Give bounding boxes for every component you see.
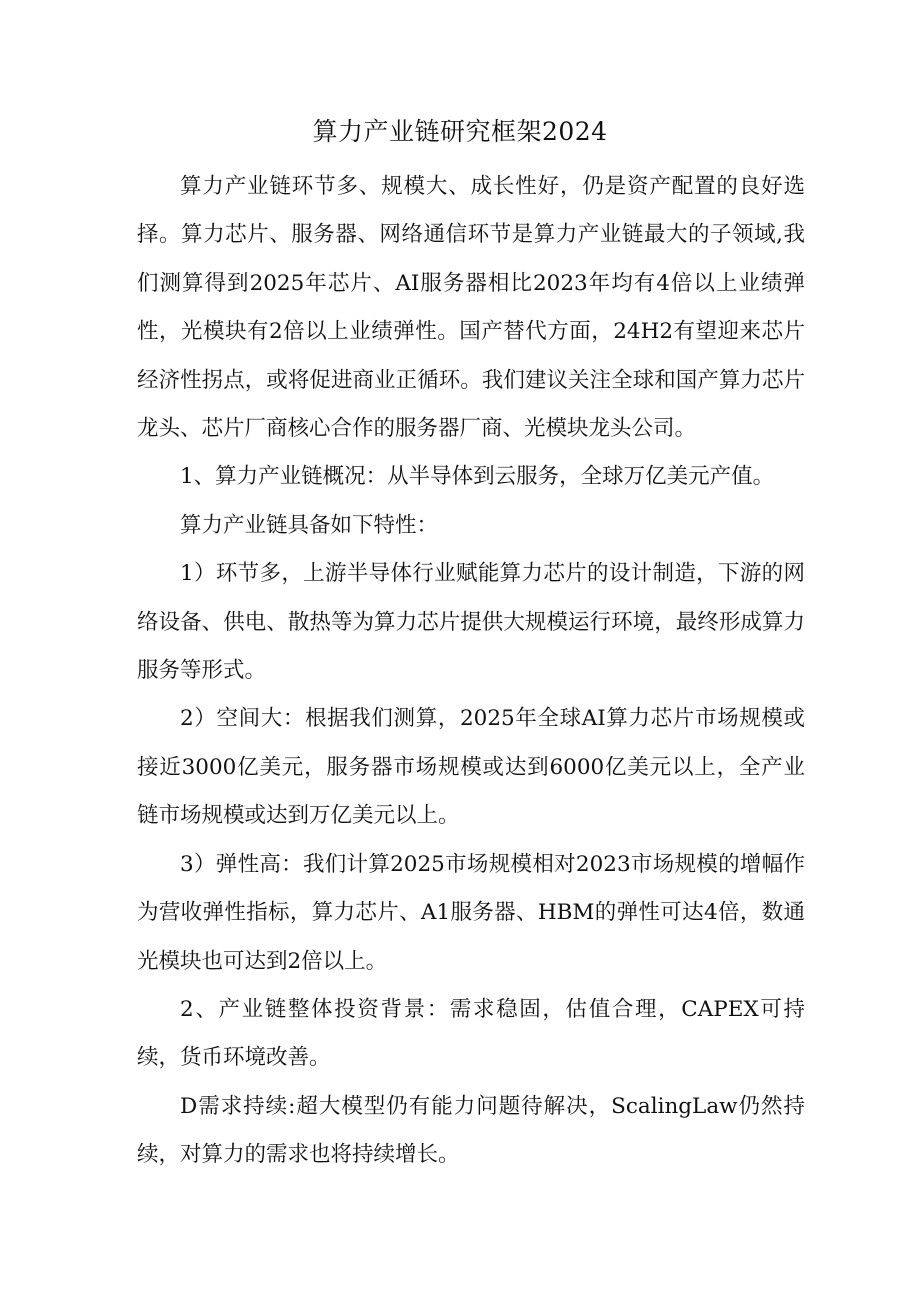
paragraph-characteristics-intro: 算力产业链具备如下特性： (180, 512, 439, 538)
paragraph-section-1-heading: 1、算力产业链概况：从半导体到云服务，全球万亿美元产值。 (180, 464, 775, 490)
paragraph-summary: 算力产业链环节多、规模大、成长性好，仍是资产配置的良好选择。算力芯片、服务器、网络通信环节是算力产业链最大的子领域,我们测算得到2025年芯片、AI服务器相比2023年均有4倍以上业绩弹性，光模块有2倍以上业绩弹性。国产替代方面，24H2有望迎来芯片经济性拐点，或将促进商业正循环。我们建议关注全球和国产算力芯片龙头、芯片厂商核心合作的服务器厂商、光模块龙头公司。 (137, 174, 805, 442)
paragraph-point-3: 3）弹性高：我们计算2025市场规模相对2023市场规模的增幅作为营收弹性指标，算力芯片、A1服务器、HBM的弹性可达4倍，数通光模块也可达到2倍以上。 (137, 851, 805, 974)
document-body (137, 163, 805, 1180)
paragraph-point-2: 2）空间大：根据我们测算，2025年全球AI算力芯片市场规模或接近3000亿美元，服务器市场规模或达到6000亿美元以上，全产业链市场规模或达到万亿美元以上。 (137, 706, 805, 829)
document-title: 算力产业链研究框架2024 (312, 117, 608, 146)
paragraph-point-1: 1）环节多，上游半导体行业赋能算力芯片的设计制造，下游的网络设备、供电、散热等为算力芯片提供大规模运行环境，最终形成算力服务等形式。 (137, 561, 805, 684)
paragraph-demand: D需求持续:超大模型仍有能力问题待解决，ScalingLaw仍然持续，对算力的需求也将持续增长。 (137, 1093, 805, 1168)
paragraph-section-2-heading: 2、产业链整体投资背景：需求稳固，估值合理，CAPEX可持续，货币环境改善。 (137, 996, 805, 1071)
